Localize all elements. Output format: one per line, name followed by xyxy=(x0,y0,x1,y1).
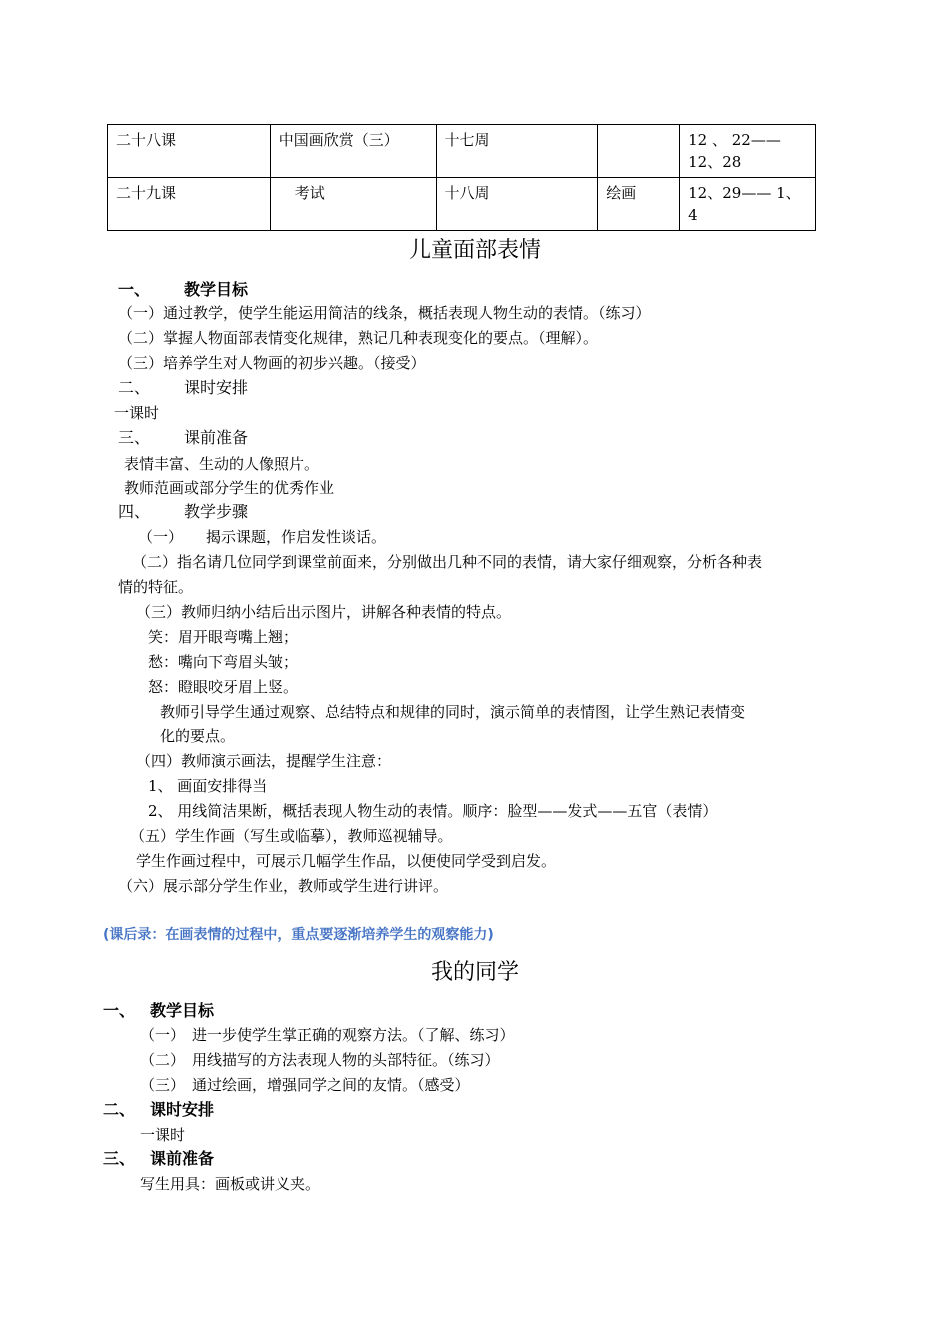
step-text: （三）教师归纳小结后出示图片，讲解各种表情的特点。 xyxy=(136,603,512,621)
section-heading: 教学目标 xyxy=(150,1001,215,1020)
step-text: （六）展示部分学生作业，教师或学生进行讲评。 xyxy=(118,877,449,895)
tip-item: 1、 画面安排得当 xyxy=(148,777,268,795)
tip-item: 2、 用线简洁果断，概括表现人物生动的表情。顺序：脸型——发式——五官（表情） xyxy=(148,802,718,820)
section-number: 四、 xyxy=(118,502,151,521)
step-number: （一） xyxy=(138,528,184,546)
section-number: 三、 xyxy=(103,1149,136,1168)
table-cell: 十八周 xyxy=(436,178,598,231)
goal-item: 通过绘画，增强同学之间的友情。（感受） xyxy=(192,1076,470,1094)
step-text: 学生作画过程中，可展示几幅学生作品，以便使同学受到启发。 xyxy=(136,852,557,870)
schedule-table xyxy=(107,124,816,231)
table-row xyxy=(108,125,816,178)
table-cell: 考试 xyxy=(270,178,436,231)
goal-item: 用线描写的方法表现人物的头部特征。（练习） xyxy=(192,1051,500,1069)
step-text: （四）教师演示画法，提醒学生注意： xyxy=(136,752,392,770)
section-number: 二、 xyxy=(118,378,151,397)
step-text: 化的要点。 xyxy=(160,727,236,745)
goal-item: （一）通过教学，使学生能运用简洁的线条，概括表现人物生动的表情。（练习） xyxy=(118,304,651,322)
section-heading: 课前准备 xyxy=(184,428,249,447)
expression-item: 愁：嘴向下弯眉头皱； xyxy=(148,653,299,671)
table-cell: 二十八课 xyxy=(108,125,271,178)
prep-item: 表情丰富、生动的人像照片。 xyxy=(124,455,320,473)
section-number: 一、 xyxy=(118,280,151,299)
goal-number: （三） xyxy=(140,1076,186,1094)
table-cell: 二十九课 xyxy=(108,178,271,231)
section-heading: 教学步骤 xyxy=(184,502,249,521)
prep-item: 写生用具：画板或讲义夹。 xyxy=(140,1175,321,1193)
after-class-note: (课后录：在画表情的过程中，重点要逐渐培养学生的观察能力) xyxy=(103,927,494,943)
step-text: 教师引导学生通过观察、总结特点和规律的同时，演示简单的表情图，让学生熟记表情变 xyxy=(160,703,746,721)
table-cell: 绘画 xyxy=(598,178,680,231)
section-number: 三、 xyxy=(118,428,151,447)
step-text: （二）指名请几位同学到课堂前面来，分别做出几种不同的表情，请大家仔细观察，分析各种表 xyxy=(132,553,763,571)
table-cell: 中国画欣赏（三） xyxy=(270,125,436,178)
table-cell: 12 、 22——12、28 xyxy=(680,125,816,178)
table-row xyxy=(108,178,816,231)
table-cell: 十七周 xyxy=(436,125,598,178)
table-cell: 12、29—— 1、4 xyxy=(680,178,816,231)
hours-text: 一课时 xyxy=(140,1126,186,1144)
section-heading: 课时安排 xyxy=(184,378,249,397)
prep-item: 教师范画或部分学生的优秀作业 xyxy=(124,479,335,497)
goal-number: （二） xyxy=(140,1051,186,1069)
goal-number: （一） xyxy=(140,1026,186,1044)
section-heading: 教学目标 xyxy=(184,280,249,299)
lesson2-title: 我的同学 xyxy=(430,960,519,985)
expression-item: 怒：瞪眼咬牙眉上竖。 xyxy=(148,678,299,696)
section-heading: 课时安排 xyxy=(150,1100,215,1119)
step-text: 揭示课题，作启发性谈话。 xyxy=(206,528,387,546)
goal-item: （二）掌握人物面部表情变化规律，熟记几种表现变化的要点。（理解）。 xyxy=(118,329,599,347)
section-number: 二、 xyxy=(103,1100,136,1119)
table-cell xyxy=(598,125,680,178)
expression-item: 笑：眉开眼弯嘴上翘； xyxy=(148,628,299,646)
section-number: 一、 xyxy=(103,1001,136,1020)
hours-text: 一课时 xyxy=(114,404,160,422)
step-text: （五）学生作画（写生或临摹），教师巡视辅导。 xyxy=(130,827,453,845)
section-heading: 课前准备 xyxy=(150,1149,215,1168)
goal-item: （三）培养学生对人物画的初步兴趣。（接受） xyxy=(118,354,426,372)
lesson1-title: 儿童面部表情 xyxy=(408,238,541,263)
step-text: 情的特征。 xyxy=(118,578,194,596)
goal-item: 进一步使学生掌正确的观察方法。（了解、练习） xyxy=(192,1026,515,1044)
